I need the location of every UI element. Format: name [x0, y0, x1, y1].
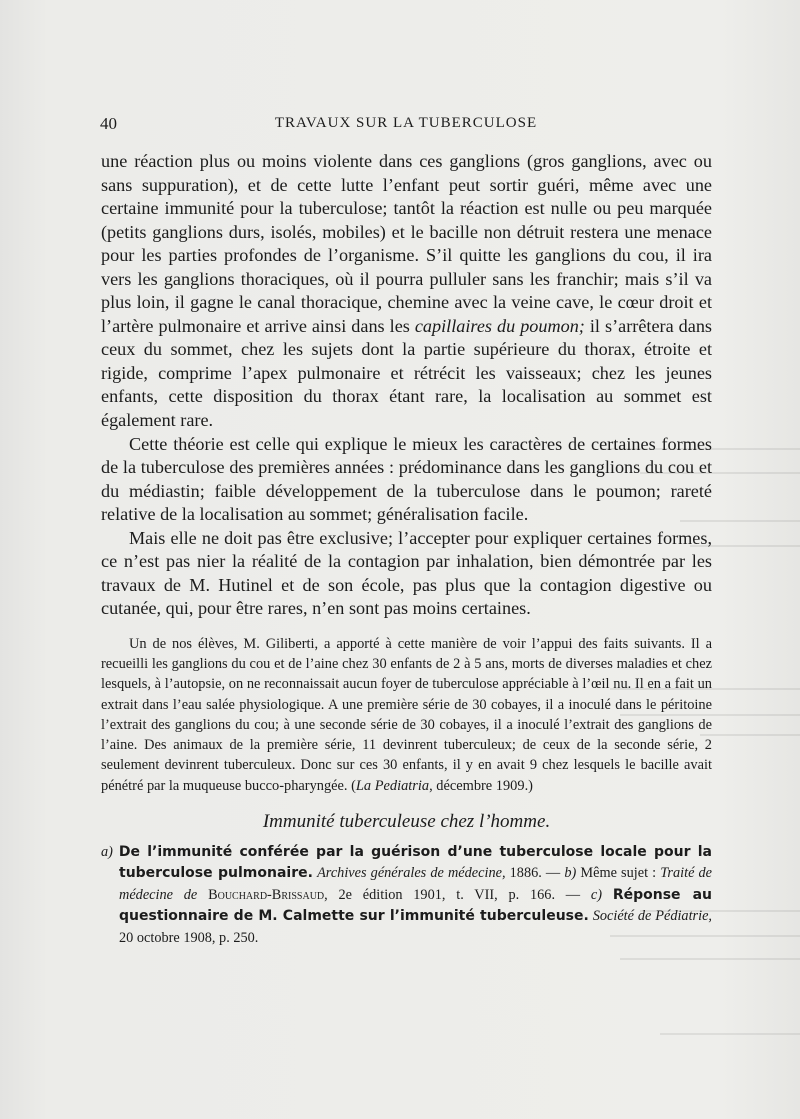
ref-date-c: 20 octobre 1908, p. 250. [119, 929, 259, 946]
note-journal: La Pediatria [355, 777, 430, 794]
ref-marker-a: a) [101, 843, 113, 860]
ref-journal-a: Archives générales de médecine, [317, 865, 506, 882]
ref-marker-b: b) [564, 865, 577, 882]
body-paragraph-2: Cette théorie est celle qui explique le mieux les caractères de certaines formes de la tuberculose des premières années : prédominance dans les ganglions du cou et du médiastin; faible développement de la tuberculose dans le poumon; rareté relative de la localisation au sommet; généralisation facile. [101, 433, 712, 525]
ref-details-b: , 2e édition 1901, t. VII, p. 166. — [324, 886, 591, 903]
section-title: Immunité tuberculeuse chez l’homme. [262, 810, 551, 832]
ref-same-b: Même sujet : [576, 865, 661, 882]
body-paragraph-1 [101, 150, 712, 433]
ref-title-c: Réponse au questionnaire de M. Calmette sur l’immunité tuberculeuse. [119, 886, 713, 925]
page-number: 40 [100, 114, 117, 133]
ref-title-a: De l’immunité conférée par la guérison d’une tuberculose locale pour la tuberculose pulmonaire. [118, 843, 712, 882]
ref-authors-b: Bouchard-Brissaud [208, 886, 325, 903]
ref-marker-c: c) [590, 886, 603, 903]
bibliography-entry [101, 842, 712, 950]
note-text: Un de nos élèves, M. Giliberti, a apporté à cette manière de voir l’appui des faits suivants. Il a recueilli les ganglions du cou et de l’aine chez 30 enfants de 2 à 5 ans, morts de diverses maladies et chez lesquels, à l’autopsie, on ne reconnaissait aucun foyer de tuberculose appréciable à l’œil nu. Il en a fait un extrait dans l’eau salée physiologique. A une première série de 30 cobayes, il a inoculé dans le péritoine l’extrait des ganglions du cou; à une seconde série de 30 cobayes, il a inoculé l’extrait des ganglions de l’aine. Des animaux de la première série, 11 devinrent tuberculeux; de ceux de la seconde série, 2 seulement devinrent tuberculeux. Donc sur ces 30 enfants, il y en avait 9 chez lesquels le bacille avait pénétré par la muqueuse bucco-pharyngée. ( [101, 635, 712, 794]
paragraph-text: une réaction plus ou moins violente dans ces ganglions (gros ganglions, avec ou sans suppuration), et de cette lutte l’enfant peut sortir guéri, même avec une certaine immunité pour la tuberculose; tantôt la réaction est nulle ou peu marquée (petits ganglions durs, isolés, mobiles) et le bacille non détruit restera une menace pour les parties profondes de l’organisme. S’il quitte les ganglions du cou, il ira vers les ganglions thoraciques, où il pourra pulluler sans les franchir; mais s’il va plus loin, il gagne le canal thoracique, chemine avec la veine cave, le cœur droit et l’artère pulmonaire et arrive ainsi dans les [101, 151, 712, 336]
ref-year-a: 1886. — [505, 865, 565, 882]
footnote-paragraph [101, 634, 712, 796]
italic-phrase: capillaires du poumon; [414, 315, 585, 336]
paragraph-text: il s’arrêtera dans ceux du sommet, chez les sujets dont la partie supérieure du thorax, étroite et rigide, comprime l’apex pulmonaire et rétrécit les vaisseaux; chez les jeunes enfants, cette disposition du thorax étant rare, la localisation au sommet est également rare. [101, 315, 712, 431]
ref-journal-c: Société de Pédiatrie, [592, 908, 713, 925]
note-text: , décembre 1909.) [429, 777, 533, 794]
running-title: TRAVAUX SUR LA TUBERCULOSE [274, 115, 538, 131]
page-content [101, 150, 712, 949]
page-header [100, 114, 712, 138]
ref-treatise-b: Traité de médecine de [119, 865, 713, 903]
body-paragraph-3: Mais elle ne doit pas être exclusive; l’accepter pour expliquer certaines formes, ce n’est pas nier la réalité de la contagion par inhalation, bien démontrée par les travaux de M. Hutinel et de son école, pas plus que la contagion digestive ou cutanée, qui, pour être rares, n’en sont pas moins certaines. [101, 527, 712, 619]
